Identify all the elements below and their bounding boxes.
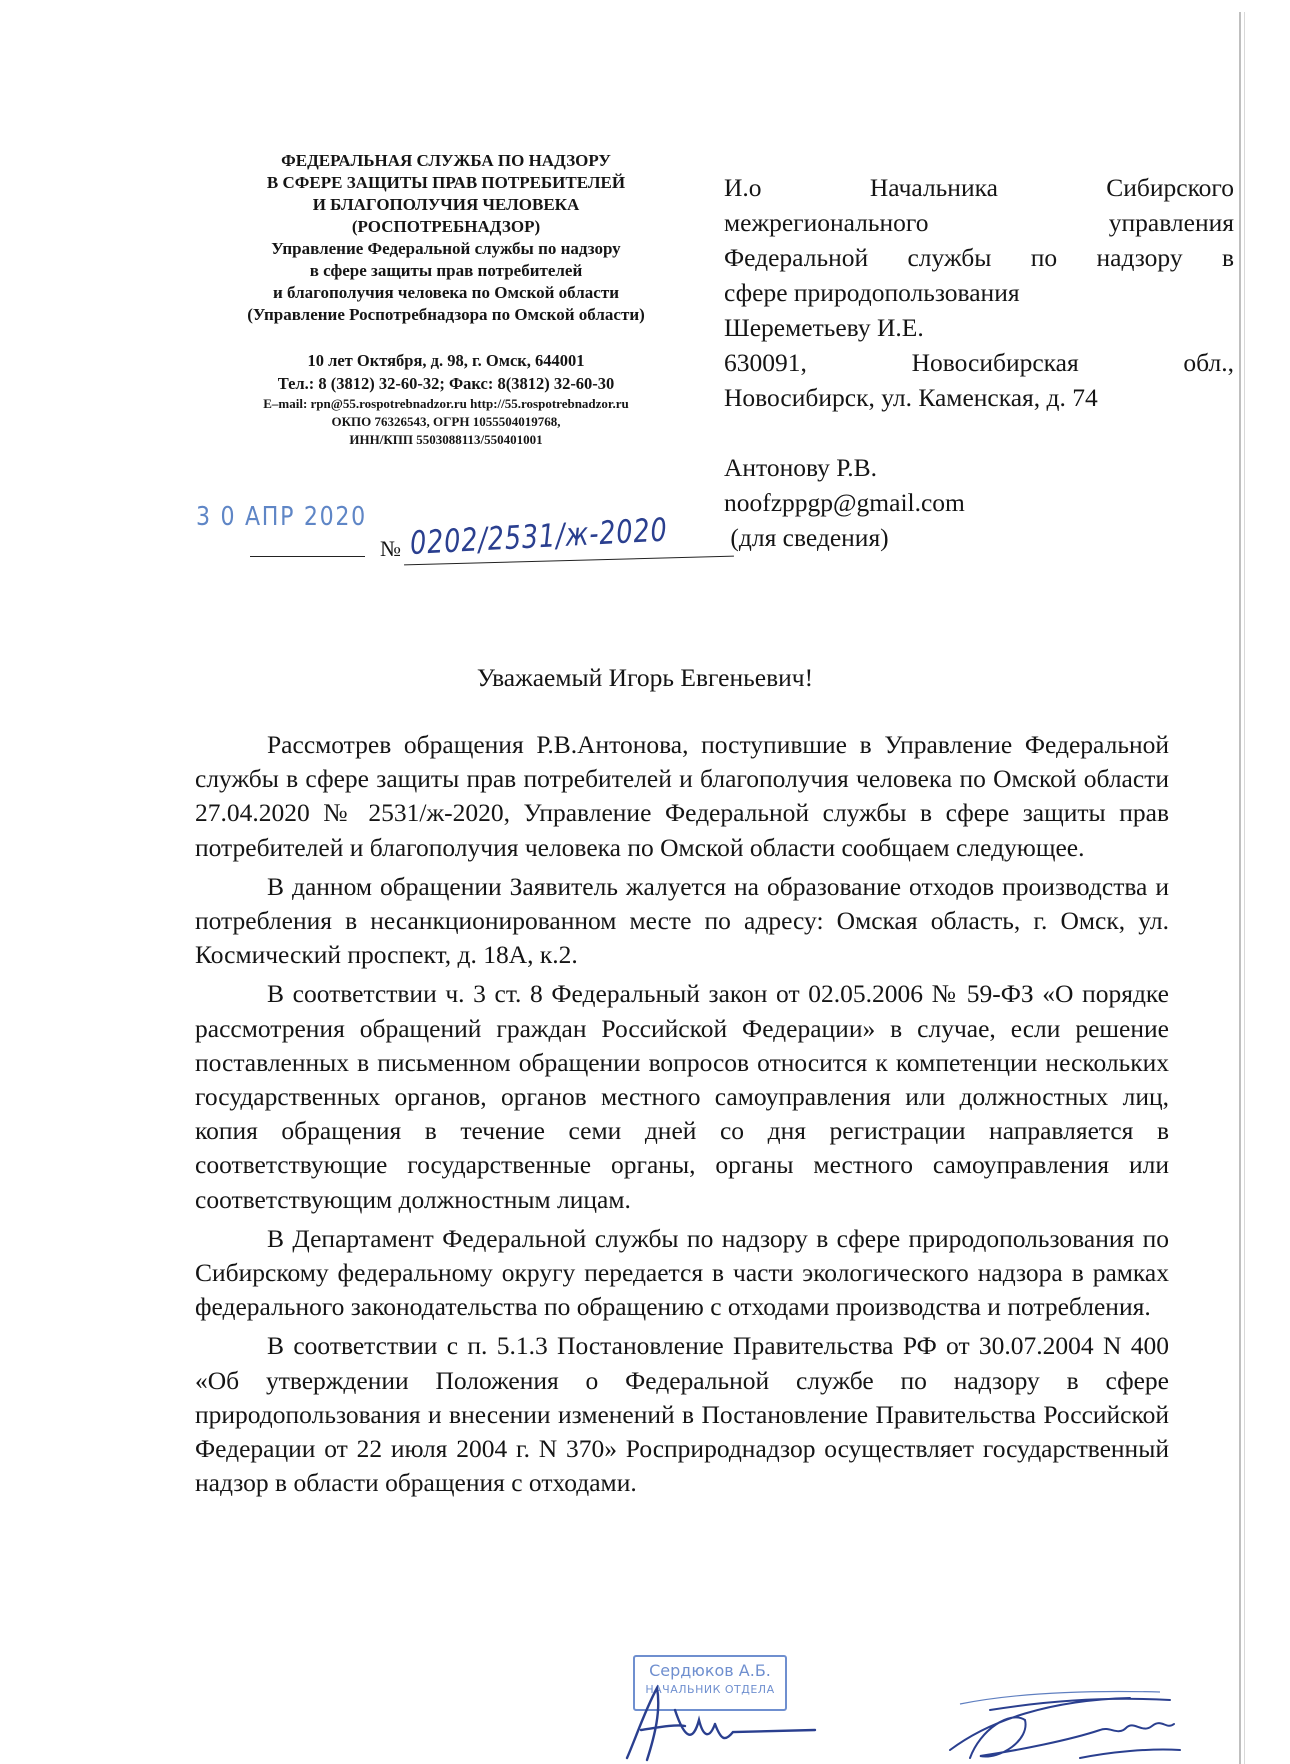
recipient-line: 630091, Новосибирская обл.,: [724, 348, 1234, 377]
sender-address: 10 лет Октября, д. 98, г. Омск, 644001: [307, 351, 585, 370]
sender-contacts: [186, 349, 706, 449]
cc-line: Антонову Р.В.: [724, 453, 878, 482]
recipient-line: Новосибирск, ул. Каменская, д. 74: [724, 383, 1098, 412]
body-paragraph: В соответствии с п. 5.1.3 Постановление Правительства РФ от 30.07.2004 N 400 «Об утверждении Положения о Федеральной службе по надзору в сфере природопользования и внесении изменений в Постановление Правительства Российской Федерации от 22 июля 2004 г. N 370» Росприроднадзор осуществляет государственный надзор в области обращения с отходами.: [195, 1331, 1169, 1498]
date-stamp: 3 0 АПР 2020: [196, 502, 367, 532]
recipient-line: Федеральной службы по надзору в: [724, 243, 1234, 272]
letter-body: [195, 728, 1169, 1505]
recipient-line: И.о Начальника Сибирского: [724, 173, 1234, 202]
sender-organization: [186, 150, 706, 326]
body-paragraph: В данном обращении Заявитель жалуется на образование отходов производства и потребления в несанкционированном месте по адресу: Омская область, г. Омск, ул. Космический проспект, д. 18А, к.2.: [195, 871, 1169, 970]
body-paragraph: Рассмотрев обращения Р.В.Антонова, поступившие в Управление Федеральной службы в сфере защиты прав потребителей и благополучия человека по Омской области 27.04.2020 № 2531/ж-2020, Управление Федеральной службы в сфере защиты прав потребителей и благополучия человека по Омской области сообщаем следующее.: [195, 730, 1169, 862]
salutation: Уважаемый Игорь Евгеньевич!: [476, 663, 814, 692]
recipient-line: Шереметьеву И.Е.: [724, 313, 924, 342]
recipient-block: [724, 170, 1234, 555]
org-line: (Управление Роспотребнадзора по Омской области): [247, 305, 645, 324]
scan-edge-line: [1239, 12, 1241, 1764]
number-label: №: [380, 536, 401, 561]
date-underline: [250, 556, 365, 557]
org-line: Управление Федеральной службы по надзору: [271, 239, 621, 258]
body-paragraph: В Департамент Федеральной службы по надзору в сфере природопользования по Сибирскому федеральному округу передается в части экологического надзора в рамках федерального законодательства по обращению с отходами производства и потребления.: [195, 1223, 1169, 1322]
cc-email: noofzppgp@gmail.com: [724, 488, 965, 517]
org-line: В СФЕРЕ ЗАЩИТЫ ПРАВ ПОТРЕБИТЕЛЕЙ: [266, 173, 626, 192]
signature-left: [615, 1680, 825, 1764]
body-paragraph: В соответствии ч. 3 ст. 8 Федеральный закон от 02.05.2006 № 59-ФЗ «О порядке рассмотрения обращений граждан Российской Федерации» в случае, если решение поставленных в письменном обращении вопросов относится к компетенции нескольких государственных органов, органов местного самоуправления или должностных лиц, копия обращения в течение семи дней со дня регистрации направляется в соответствующие государственные органы, органы местного самоуправления или соответствующим должностным лицам.: [195, 979, 1169, 1214]
org-line: и благополучия человека по Омской области: [273, 283, 619, 302]
org-line: ФЕДЕРАЛЬНАЯ СЛУЖБА ПО НАДЗОРУ: [281, 151, 611, 170]
stamp-title: НАЧАЛЬНИК ОТДЕЛА: [645, 1683, 775, 1696]
recipient-line: сфере природопользования: [724, 278, 1020, 307]
sender-email-web: E–mail: rpn@55.rospotrebnadzor.ru http://55.rospotrebnadzor.ru: [263, 396, 629, 411]
org-line: И БЛАГОПОЛУЧИЯ ЧЕЛОВЕКА: [312, 195, 580, 214]
cc-note: (для сведения): [724, 523, 889, 552]
recipient-line: межрегионального управления: [724, 208, 1234, 237]
org-line: (РОСПОТРЕБНАДЗОР): [351, 217, 541, 236]
org-line: в сфере защиты прав потребителей: [309, 261, 583, 280]
stamp-name: Сердюков А.Б.: [649, 1661, 771, 1680]
sender-phone: Тел.: 8 (3812) 32-60-32; Факс: 8(3812) 32-60-30: [277, 374, 615, 393]
sender-letterhead: [186, 150, 706, 449]
sender-inn: ИНН/КПП 5503088113/550401001: [349, 432, 543, 447]
handwritten-number: 0202/2531/ж-2020: [409, 510, 669, 562]
sender-codes: ОКПО 76326543, ОГРН 1055504019768,: [331, 414, 561, 429]
scan-edge-line: [1244, 12, 1245, 1764]
signature-right: [930, 1680, 1190, 1764]
